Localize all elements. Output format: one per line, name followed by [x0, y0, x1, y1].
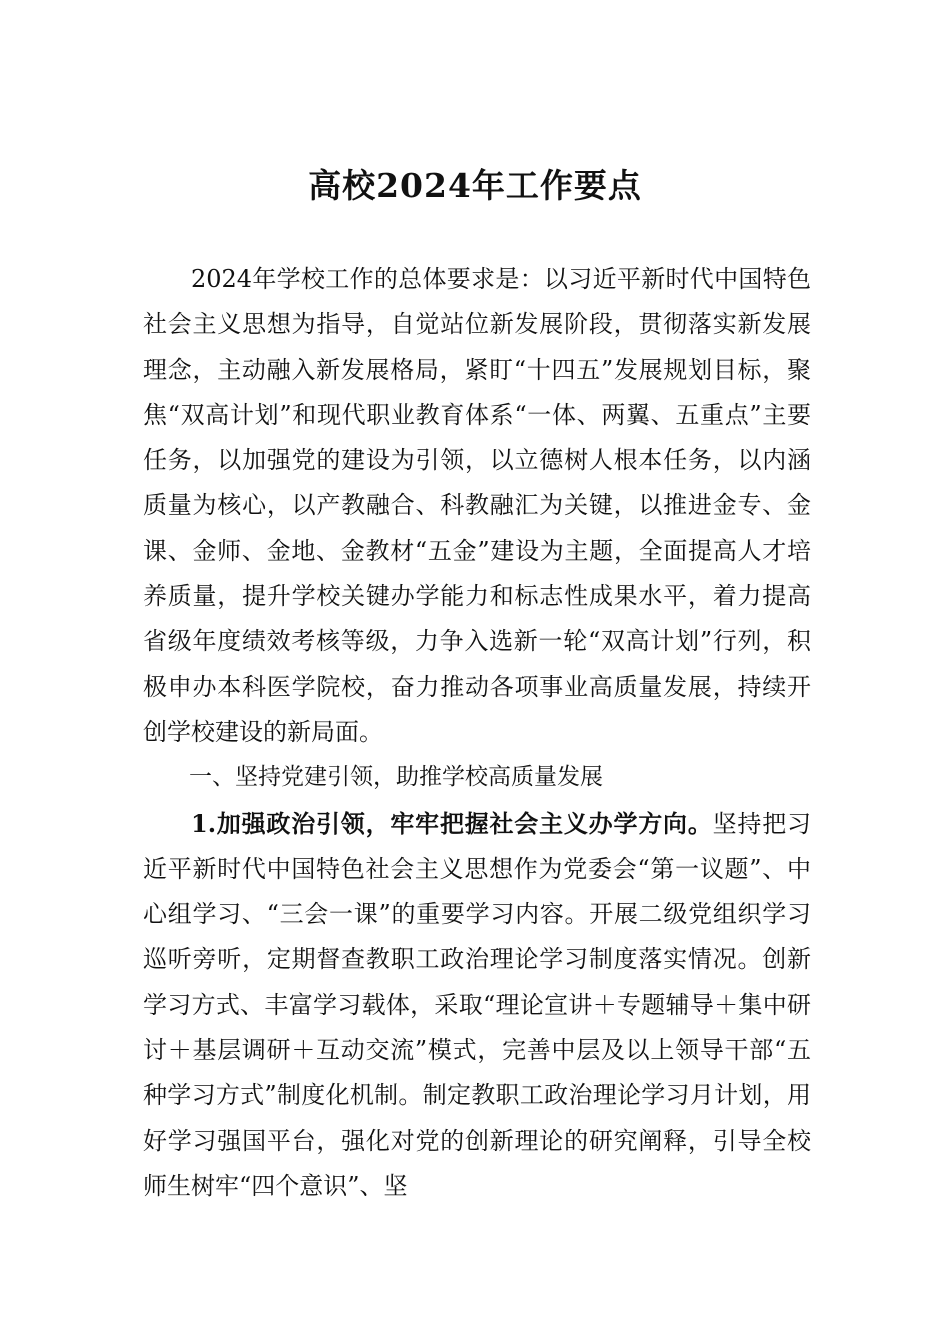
item-1-body: 坚持把习近平新时代中国特色社会主义思想作为党委会“第一议题”、中心组学习、“三会一课”的重要学习内容。开展二级党组织学习巡听旁听，定期督查教职工政治理论学习制度落实情况。创新学习方式、丰富学习载体，采取“理论宣讲＋专题辅导＋集中研讨＋基层调研＋互动交流”模式，完善中层及以上领导干部“五种学习方式”制度化机制。制定教职工政治理论学习月计划，用好学习强国平台，强化对党的创新理论的研究阐释，引导全校师生树牢“四个意识”、坚 [143, 809, 811, 1200]
item-1-paragraph [143, 801, 811, 1210]
document-title: 高校2024年工作要点 [308, 166, 642, 205]
item-1-lead: 1.加强政治引领，牢牢把握社会主义办学方向。 [191, 808, 713, 838]
document-body [143, 257, 811, 1209]
intro-paragraph: 2024年学校工作的总体要求是：以习近平新时代中国特色社会主义思想为指导，自觉站位新发展阶段，贯彻落实新发展理念，主动融入新发展格局，紧盯“十四五”发展规划目标，聚焦“双高计划”和现代职业教育体系“一体、两翼、五重点”主要任务，以加强党的建设为引领，以立德树人根本任务，以内涵质量为核心，以产教融合、科教融汇为关键，以推进金专、金课、金师、金地、金教材“五金”建设为主题，全面提高人才培养质量，提升学校关键办学能力和标志性成果水平，着力提高省级年度绩效考核等级，力争入选新一轮“双高计划”行列，积极申办本科医学院校，奋力推动各项事业高质量发展，持续开创学校建设的新局面。 [143, 265, 811, 746]
section-1-heading: 一、坚持党建引领，助推学校高质量发展 [189, 764, 603, 791]
